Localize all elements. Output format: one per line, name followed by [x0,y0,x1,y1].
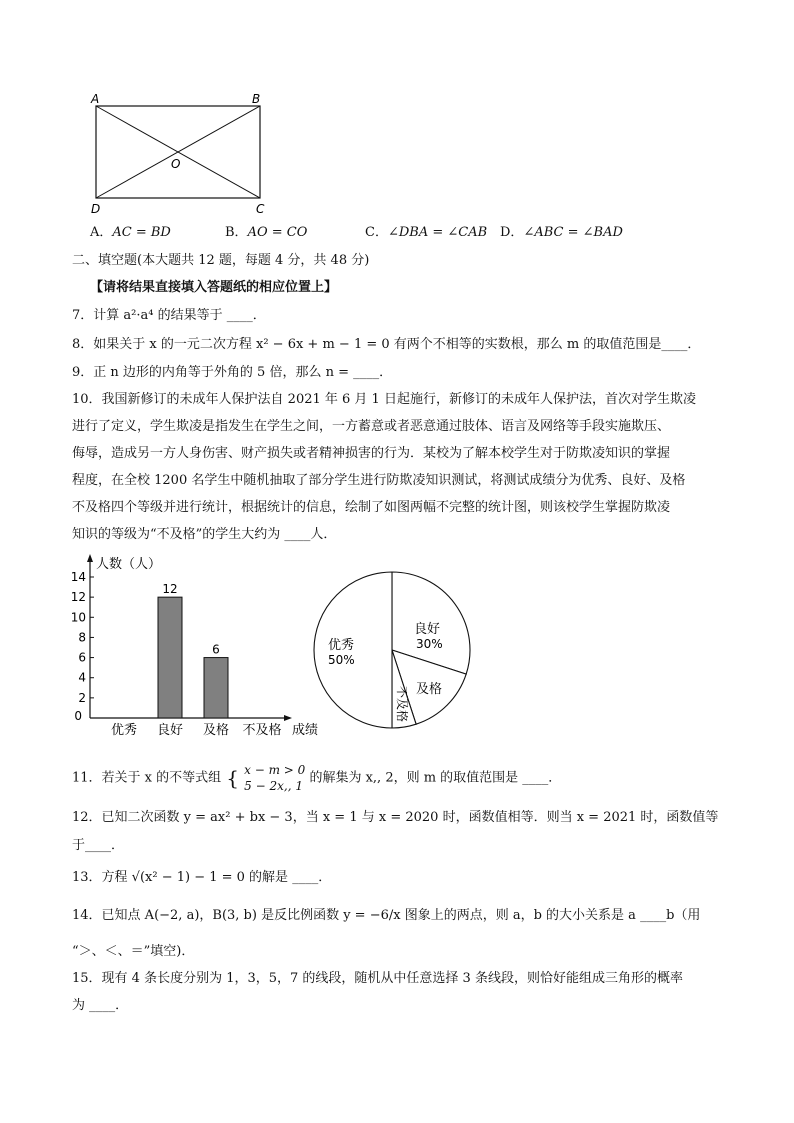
rectangle-figure [80,92,280,217]
question-10-line: 10．我国新修订的未成年人保护法自 2021 年 6 月 1 日起施行，新修订的未成年人保护法，首次对学生欺凌 [72,392,696,407]
option-letter: B． [225,225,248,240]
question-10-line: 进行了定义，学生欺凌是指发生在学生之间，一方蓄意或者恶意通过肢体、语言及网络等手段实施欺压、 [72,419,671,434]
question-10-line: 程度，在全校 1200 名学生中随机抽取了部分学生进行防欺凌知识测试，将测试成绩分为优秀、良好、及格 [72,473,686,488]
option-letter: C． [365,225,388,240]
y-tick-label: 10 [70,610,86,625]
bar [204,658,228,718]
question-12-line: 12．已知二次函数 y = ax² + bx − 3，当 x = 1 与 x = 2020 时，函数值相等．则当 x = 2021 时，函数值等 [72,810,719,825]
option-letter: D． [500,225,524,240]
pie-percent-good: 30% [416,637,443,651]
y-tick-label: 4 [78,670,86,685]
pie-label-good: 良好 [414,622,441,637]
vertex-a-label: A [91,92,100,106]
question-12-line: 于____． [72,838,125,853]
x-axis-label: 成绩 [292,723,319,738]
q6-option-b [225,221,307,240]
question-10-line: 侮辱，造成另一方人身伤害、财产损失或者精神损害的行为．某校为了解本校学生对于防欺凌知识的掌握 [72,446,671,461]
question-9: 9．正 n 边形的内角等于外角的 5 倍，那么 n = ____． [72,365,393,380]
pie-label-excellent: 优秀 [328,638,355,653]
bar-chart [60,548,330,748]
bar-data-label: 6 [212,642,220,657]
question-15-line: 为 ____． [72,998,129,1013]
x-tick-label: 不及格 [242,723,282,738]
option-letter: A． [90,225,113,240]
x-tick-label: 良好 [156,723,184,738]
vertex-o-label: O [171,157,181,171]
option-text: AC = BD [112,225,171,240]
vertex-d-label: D [91,202,101,216]
y-tick-label: 12 [70,590,86,605]
y-tick-label: 14 [70,570,86,584]
q11-suffix: 的解集为 x,, 2，则 m 的取值范围是 ____． [309,770,562,786]
inequality-system [244,762,305,794]
y-tick-label: 6 [78,650,86,665]
bar [158,597,182,718]
question-8: 8．如果关于 x 的一元二次方程 x² − 6x + m − 1 = 0 有两个不相等的实数根，那么 m 的取值范围是____． [72,337,701,352]
y-tick-label: 2 [78,690,86,705]
pie-percent-excellent: 50% [328,653,355,667]
section-title: 二、填空题(本大题共 12 题，每题 4 分，共 48 分) [72,253,370,268]
question-14-line: 14．已知点 A(−2, a)，B(3, b) 是反比例函数 y = −6/x 图象上的两点，则 a，b 的大小关系是 a ____b（用 [72,908,701,923]
x-axis-arrow [284,715,292,721]
option-text: ∠ABC = ∠BAD [523,225,623,240]
brace-icon: { [226,766,240,790]
option-text: ∠DBA = ∠CAB [387,225,488,240]
question-11 [72,762,561,794]
q11-prefix: 11．若关于 x 的不等式组 [72,770,222,786]
q6-option-c [365,221,487,240]
question-10-line: 知识的等级为“不及格”的学生大约为 ____人． [72,527,337,542]
question-15-line: 15．现有 4 条长度分别为 1，3，5，7 的线段，随机从中任意选择 3 条线段，则恰好能组成三角形的概率 [72,971,683,986]
vertex-c-label: C [256,202,265,216]
y-axis-arrow [87,554,93,562]
pie-chart [308,566,478,736]
y-tick-label: 0 [74,709,82,723]
x-tick-label: 及格 [202,723,230,738]
pie-label-fail: 不及格 [395,686,409,723]
vertex-b-label: B [252,92,261,106]
section-note: 【请将结果直接填入答题纸的相应位置上】 [90,280,338,295]
option-text: AO = CO [247,225,308,240]
y-tick-label: 8 [78,630,86,645]
inequality-1: x − m > 0 [244,763,306,777]
bar-data-label: 12 [162,582,178,597]
y-axis-label: 人数（人） [96,557,162,572]
question-7: 7．计算 a²·a⁴ 的结果等于 ____． [72,308,266,323]
question-10-line: 不及格四个等级并进行统计，根据统计的信息，绘制了如图两幅不完整的统计图，则该校学生掌握防欺凌 [72,500,671,515]
question-14-line: “＞、＜、＝”填空)． [72,944,195,959]
pie-label-pass: 及格 [416,682,443,697]
question-13: 13．方程 √(x² − 1) − 1 = 0 的解是 ____． [72,870,332,885]
q6-option-d [500,221,623,240]
inequality-2: 5 − 2x,, 1 [244,779,303,793]
x-tick-label: 优秀 [110,723,138,738]
q6-option-a [90,221,171,240]
